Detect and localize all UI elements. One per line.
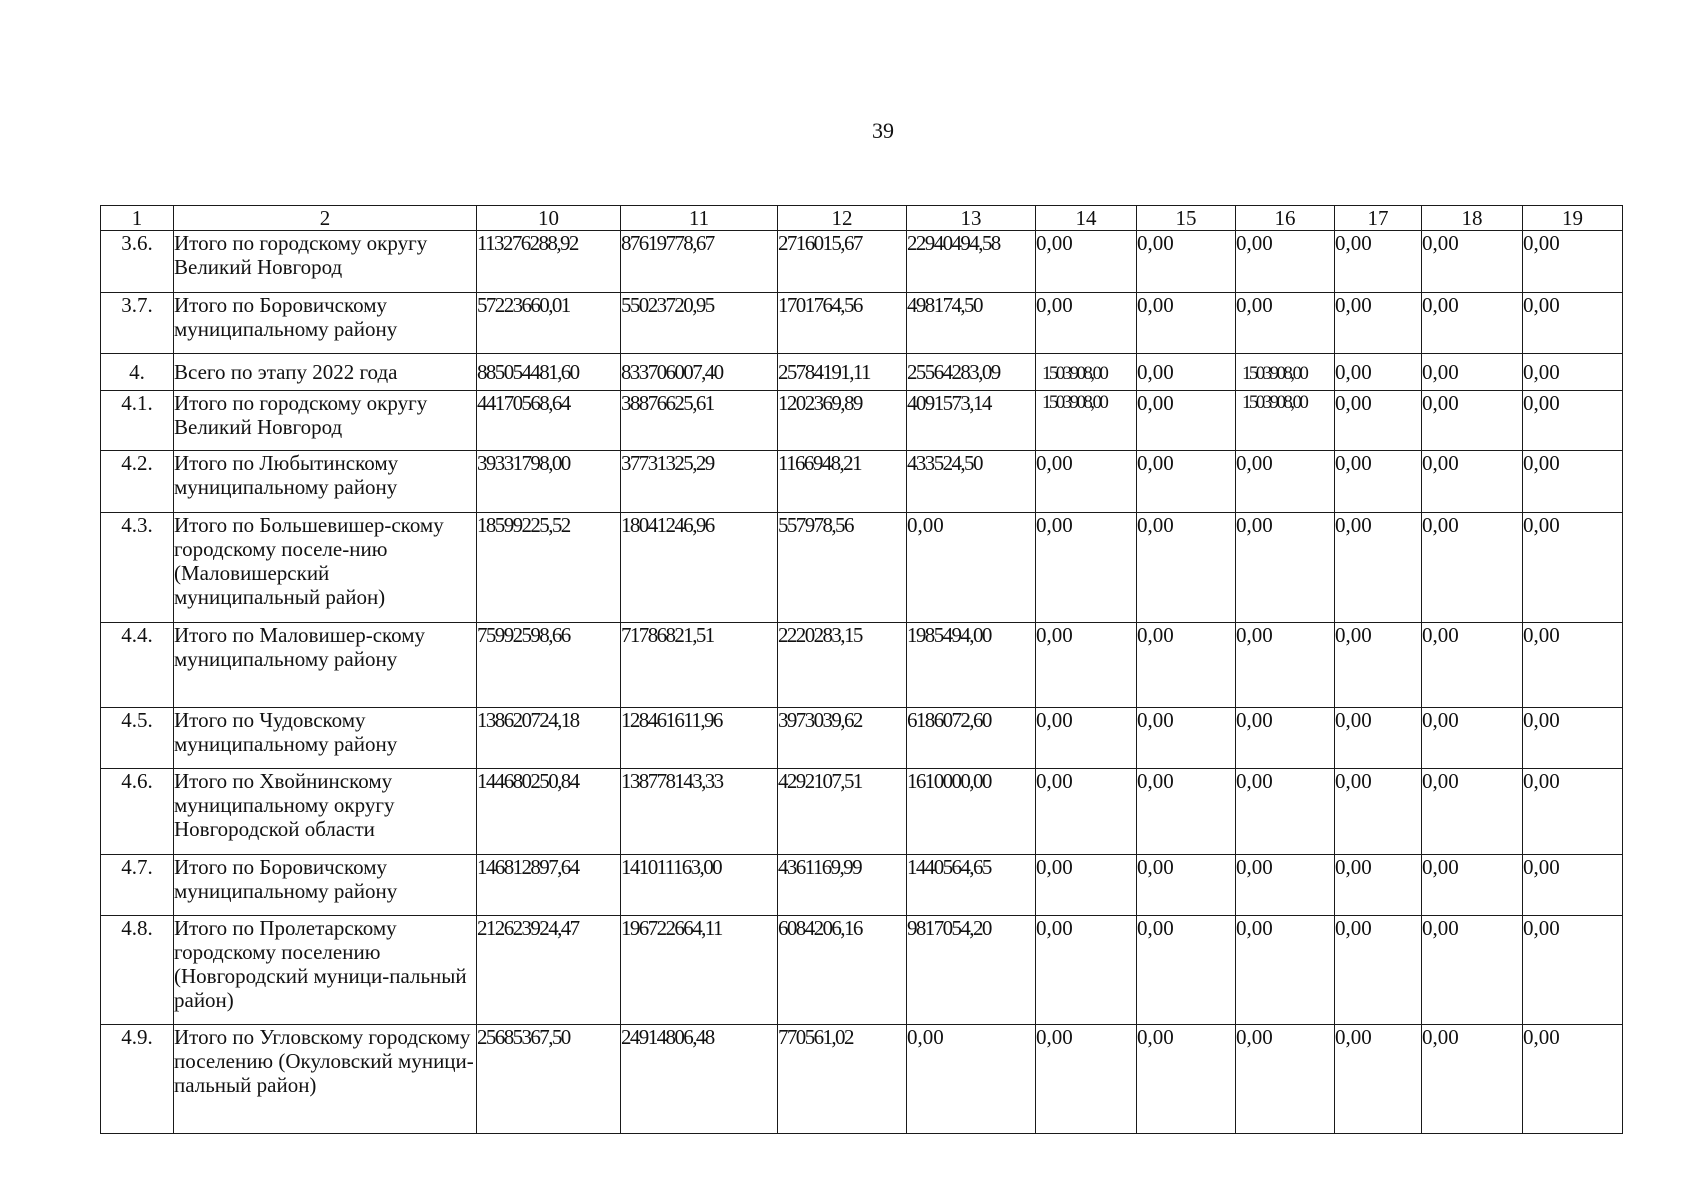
value-cell: 2716015,67 [778,231,907,293]
value-cell: 4361169,99 [778,855,907,916]
value-cell: 0,00 [1236,769,1335,855]
table-row [101,231,1623,293]
value-cell: 557978,56 [778,513,907,623]
column-header: 13 [907,206,1036,231]
value-cell: 0,00 [1523,293,1623,354]
table-row [101,293,1623,354]
table-row [101,1025,1623,1134]
value-cell: 0,00 [1335,1025,1422,1134]
value-cell: 75992598,66 [477,623,621,708]
row-number: 3.6. [101,231,174,293]
value-cell: 144680250,84 [477,769,621,855]
row-name: Итого по Чудовскому муниципальному району [174,708,477,769]
value-cell: 0,00 [1335,623,1422,708]
row-number: 4.6. [101,769,174,855]
row-name: Всего по этапу 2022 года [174,354,477,391]
value-cell: 0,00 [1137,391,1236,451]
value-cell: 39331798,00 [477,451,621,513]
value-cell: 138620724,18 [477,708,621,769]
value-cell: 1202369,89 [778,391,907,451]
value-cell: 0,00 [1236,293,1335,354]
value-cell: 0,00 [1523,623,1623,708]
value-cell: 0,00 [1236,451,1335,513]
table-row [101,451,1623,513]
column-header: 10 [477,206,621,231]
row-name: Итого по Боровичскому муниципальному району [174,293,477,354]
value-cell: 128461611,96 [621,708,778,769]
column-header: 1 [101,206,174,231]
value-cell: 0,00 [1422,231,1523,293]
budget-table [100,205,1623,1134]
value-cell: 1503908,00 [1236,354,1335,391]
value-cell: 0,00 [1335,451,1422,513]
value-cell: 0,00 [1236,513,1335,623]
value-cell: 0,00 [1335,513,1422,623]
value-cell: 0,00 [1523,1025,1623,1134]
value-cell: 0,00 [1523,855,1623,916]
value-cell: 55023720,95 [621,293,778,354]
table-row [101,708,1623,769]
row-name: Итого по Любытинскому муниципальному району [174,451,477,513]
value-cell: 87619778,67 [621,231,778,293]
value-cell: 1610000,00 [907,769,1036,855]
value-cell: 57223660,01 [477,293,621,354]
value-cell: 0,00 [1422,391,1523,451]
value-cell: 38876625,61 [621,391,778,451]
column-header: 15 [1137,206,1236,231]
row-number: 4.4. [101,623,174,708]
row-name: Итого по Большевишер-скому городскому поселе-нию (Маловишерский муниципальный район) [174,513,477,623]
value-cell: 196722664,11 [621,916,778,1025]
value-cell: 2220283,15 [778,623,907,708]
value-cell: 3973039,62 [778,708,907,769]
table-row [101,623,1623,708]
value-cell: 0,00 [1036,1025,1137,1134]
value-cell: 0,00 [1422,513,1523,623]
row-number: 4.8. [101,916,174,1025]
value-cell: 0,00 [1335,354,1422,391]
value-cell: 44170568,64 [477,391,621,451]
value-cell: 0,00 [1137,769,1236,855]
column-header: 16 [1236,206,1335,231]
value-cell: 0,00 [1335,231,1422,293]
value-cell: 0,00 [1523,231,1623,293]
value-cell: 0,00 [1236,231,1335,293]
value-cell: 1166948,21 [778,451,907,513]
value-cell: 0,00 [1036,451,1137,513]
page-number: 39 [872,118,894,143]
value-cell: 498174,50 [907,293,1036,354]
value-cell: 141011163,00 [621,855,778,916]
value-cell: 0,00 [1036,855,1137,916]
value-cell: 0,00 [1137,623,1236,708]
value-cell: 25784191,11 [778,354,907,391]
value-cell: 113276288,92 [477,231,621,293]
value-cell: 0,00 [1523,769,1623,855]
value-cell: 0,00 [1523,916,1623,1025]
value-cell: 0,00 [1422,623,1523,708]
table-row [101,513,1623,623]
row-name: Итого по Пролетарскому городскому поселению (Новгородский муници-пальный район) [174,916,477,1025]
column-header: 17 [1335,206,1422,231]
value-cell: 0,00 [1523,513,1623,623]
value-cell: 0,00 [1236,623,1335,708]
value-cell: 0,00 [1523,708,1623,769]
value-cell: 0,00 [1422,354,1523,391]
value-cell: 138778143,33 [621,769,778,855]
table-row [101,354,1623,391]
row-number: 4.3. [101,513,174,623]
value-cell: 0,00 [1335,708,1422,769]
value-cell: 0,00 [1137,708,1236,769]
value-cell: 0,00 [1422,451,1523,513]
value-cell: 0,00 [907,1025,1036,1134]
value-cell: 0,00 [1036,916,1137,1025]
value-cell: 146812897,64 [477,855,621,916]
value-cell: 0,00 [1422,855,1523,916]
value-cell: 0,00 [1236,916,1335,1025]
value-cell: 0,00 [1335,293,1422,354]
value-cell: 833706007,40 [621,354,778,391]
value-cell: 6084206,16 [778,916,907,1025]
table-row [101,855,1623,916]
value-cell: 6186072,60 [907,708,1036,769]
table-row [101,769,1623,855]
row-name: Итого по городскому округу Великий Новгород [174,231,477,293]
row-number: 4.7. [101,855,174,916]
value-cell: 0,00 [1137,451,1236,513]
value-cell: 24914806,48 [621,1025,778,1134]
value-cell: 0,00 [1422,1025,1523,1134]
value-cell: 0,00 [1236,855,1335,916]
column-header: 11 [621,206,778,231]
row-name: Итого по Маловишер-скому муниципальному району [174,623,477,708]
value-cell: 0,00 [1137,354,1236,391]
value-cell: 1985494,00 [907,623,1036,708]
value-cell: 0,00 [1236,1025,1335,1134]
value-cell: 0,00 [1036,769,1137,855]
value-cell: 0,00 [1335,391,1422,451]
value-cell: 0,00 [1422,293,1523,354]
value-cell: 0,00 [1523,451,1623,513]
value-cell: 0,00 [1137,513,1236,623]
value-cell: 1503908,00 [1036,391,1137,451]
value-cell: 0,00 [1137,916,1236,1025]
value-cell: 25685367,50 [477,1025,621,1134]
value-cell: 1701764,56 [778,293,907,354]
value-cell: 71786821,51 [621,623,778,708]
value-cell: 0,00 [1523,391,1623,451]
value-cell: 0,00 [1422,769,1523,855]
value-cell: 37731325,29 [621,451,778,513]
value-cell: 18041246,96 [621,513,778,623]
row-number: 4.2. [101,451,174,513]
value-cell: 18599225,52 [477,513,621,623]
value-cell: 4091573,14 [907,391,1036,451]
value-cell: 4292107,51 [778,769,907,855]
value-cell: 1503908,00 [1236,391,1335,451]
column-header: 14 [1036,206,1137,231]
value-cell: 885054481,60 [477,354,621,391]
value-cell: 0,00 [1036,513,1137,623]
value-cell: 0,00 [1335,769,1422,855]
value-cell: 0,00 [1137,1025,1236,1134]
value-cell: 212623924,47 [477,916,621,1025]
value-cell: 0,00 [1422,708,1523,769]
value-cell: 0,00 [1137,855,1236,916]
value-cell: 0,00 [907,513,1036,623]
row-number: 4.9. [101,1025,174,1134]
value-cell: 0,00 [1523,354,1623,391]
row-name: Итого по Хвойнинскому муниципальному округу Новгородской области [174,769,477,855]
value-cell: 0,00 [1036,623,1137,708]
value-cell: 0,00 [1422,916,1523,1025]
value-cell: 1503908,00 [1036,354,1137,391]
value-cell: 9817054,20 [907,916,1036,1025]
value-cell: 25564283,09 [907,354,1036,391]
value-cell: 0,00 [1036,708,1137,769]
row-number: 4.5. [101,708,174,769]
table-row [101,391,1623,451]
column-header: 18 [1422,206,1523,231]
value-cell: 0,00 [1036,293,1137,354]
row-name: Итого по Угловскому городскому поселению (Окуловский муници-пальный район) [174,1025,477,1134]
value-cell: 0,00 [1036,231,1137,293]
row-number: 4.1. [101,391,174,451]
table-row [101,916,1623,1025]
value-cell: 433524,50 [907,451,1036,513]
row-name: Итого по Боровичскому муниципальному району [174,855,477,916]
value-cell: 0,00 [1137,293,1236,354]
column-header: 19 [1523,206,1623,231]
row-number: 4. [101,354,174,391]
value-cell: 0,00 [1335,855,1422,916]
value-cell: 0,00 [1335,916,1422,1025]
row-number: 3.7. [101,293,174,354]
value-cell: 22940494,58 [907,231,1036,293]
table-header-row [101,206,1623,231]
value-cell: 1440564,65 [907,855,1036,916]
value-cell: 770561,02 [778,1025,907,1134]
row-name: Итого по городскому округу Великий Новгород [174,391,477,451]
value-cell: 0,00 [1137,231,1236,293]
value-cell: 0,00 [1236,708,1335,769]
column-header: 2 [174,206,477,231]
column-header: 12 [778,206,907,231]
